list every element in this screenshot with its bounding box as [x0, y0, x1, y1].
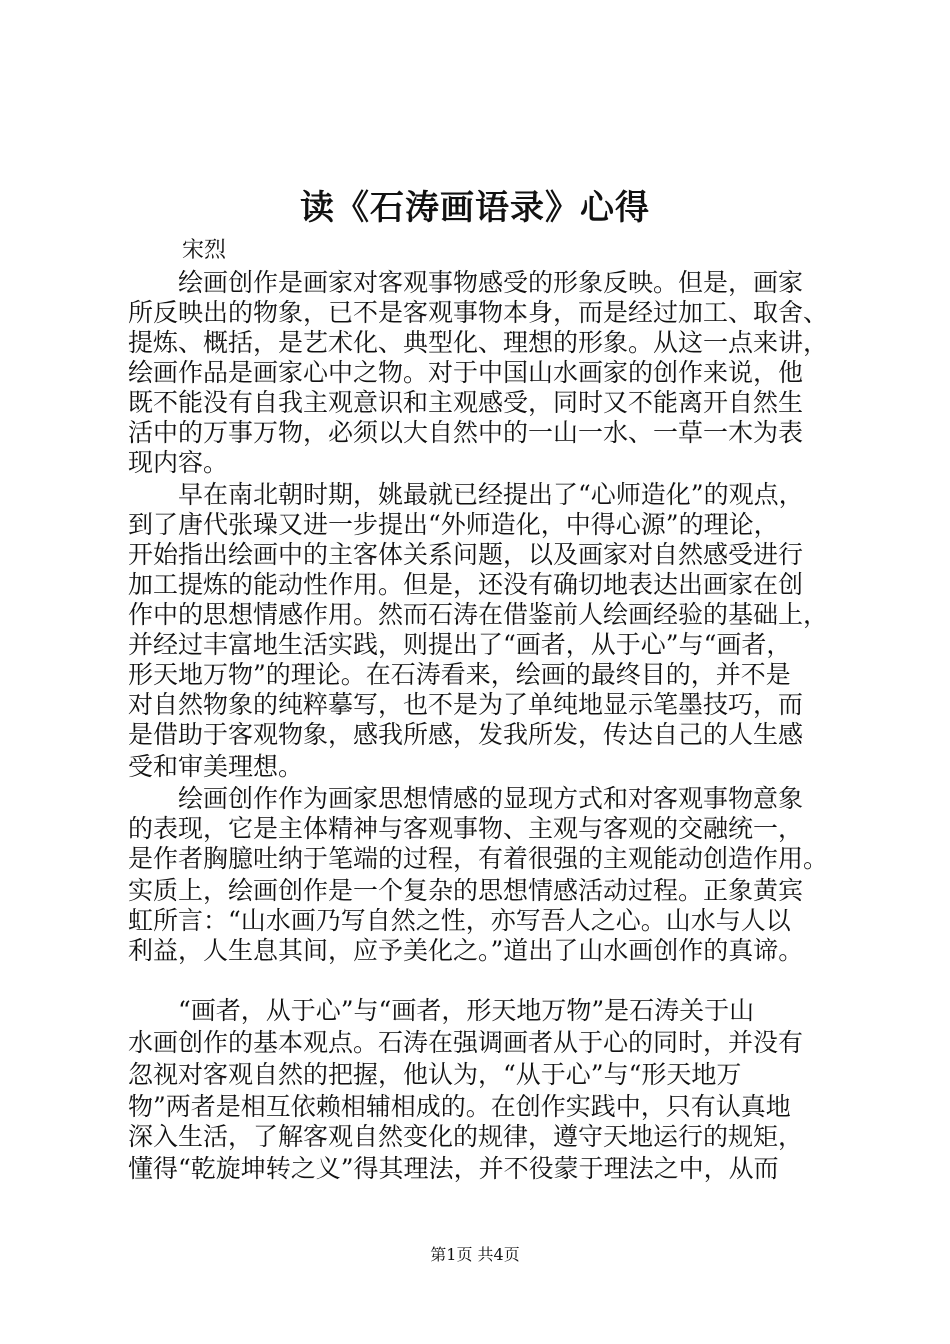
- text-line: 现内容。: [128, 448, 229, 477]
- text-line: 深入生活，了解客观自然变化的规律，遵守天地运行的规矩，: [128, 1122, 804, 1151]
- text-line: 懂得“乾旋坤转之义”得其理法，并不役蒙于理法之中，从而: [128, 1154, 779, 1183]
- text-line: 加工提炼的能动性作用。但是，还没有确切地表达出画家在创: [128, 570, 804, 599]
- text-line: 水画创作的基本观点。石涛在强调画者从于心的同时，并没有: [128, 1028, 804, 1057]
- text-line: 对自然物象的纯粹摹写，也不是为了单纯地显示笔墨技巧，而: [128, 690, 804, 719]
- text-line: 所反映出的物象，已不是客观事物本身，而是经过加工、取舍、: [128, 298, 829, 327]
- text-line: 物”两者是相互依赖相辅相成的。在创作实践中，只有认真地: [128, 1092, 791, 1121]
- text-line: 早在南北朝时期，姚最就已经提出了“心师造化”的观点，: [128, 480, 804, 509]
- author-name: 宋烈: [182, 238, 227, 263]
- text-line: 开始指出绘画中的主客体关系问题，以及画家对自然感受进行: [128, 540, 804, 569]
- text-line: 虹所言：“山水画乃写自然之性，亦写吾人之心。山水与人以: [128, 906, 791, 935]
- text-line: 形天地万物”的理论。在石涛看来，绘画的最终目的，并不是: [128, 660, 791, 689]
- text-line: 实质上，绘画创作是一个复杂的思想情感活动过程。正象黄宾: [128, 876, 804, 905]
- text-line: 利益，人生息其间，应予美化之。”道出了山水画创作的真谛。: [128, 936, 804, 965]
- text-line: 活中的万事万物，必须以大自然中的一山一水、一草一木为表: [128, 418, 804, 447]
- text-line: 的表现，它是主体精神与客观事物、主观与客观的交融统一，: [128, 814, 804, 843]
- text-line: 绘画创作是画家对客观事物感受的形象反映。但是，画家: [128, 268, 804, 297]
- text-line: 绘画作品是画家心中之物。对于中国山水画家的创作来说，他: [128, 358, 804, 387]
- text-line: 受和审美理想。: [128, 752, 304, 781]
- text-line: “画者，从于心”与“画者，形天地万物”是石涛关于山: [128, 996, 755, 1025]
- text-line: 是作者胸臆吐纳于笔端的过程，有着很强的主观能动创造作用。: [128, 844, 829, 873]
- text-line: 既不能没有自我主观意识和主观感受，同时又不能离开自然生: [128, 388, 804, 417]
- text-line: 是借助于客观物象，感我所感，发我所发，传达自己的人生感: [128, 720, 804, 749]
- text-line: 绘画创作作为画家思想情感的显现方式和对客观事物意象: [128, 784, 804, 813]
- text-line: 作中的思想情感作用。然而石涛在借鉴前人绘画经验的基础上，: [128, 600, 829, 629]
- page-footer: 第1页 共4页: [430, 1245, 520, 1264]
- text-line: 并经过丰富地生活实践，则提出了“画者，从于心”与“画者，: [128, 630, 792, 659]
- text-line: 提炼、概括，是艺术化、典型化、理想的形象。从这一点来讲，: [128, 328, 829, 357]
- document-title: 读《石涛画语录》心得: [300, 188, 650, 228]
- text-line: 忽视对客观自然的把握，他认为，“从于心”与“形天地万: [128, 1060, 742, 1089]
- text-line: 到了唐代张璪又进一步提出“外师造化，中得心源”的理论，: [128, 510, 779, 539]
